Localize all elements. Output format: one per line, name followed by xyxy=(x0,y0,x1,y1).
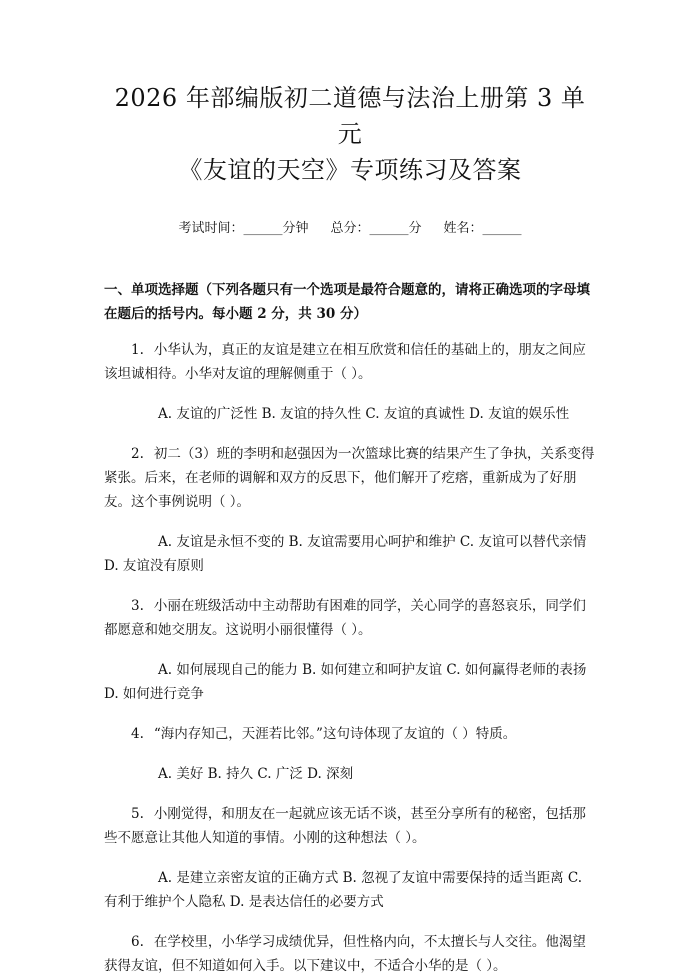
question-1 xyxy=(104,338,596,386)
question-2 xyxy=(104,442,596,514)
title-line-1: 2026 年部编版初二道德与法治上册第 3 单元 xyxy=(114,84,586,148)
question-number: 4. xyxy=(131,726,144,742)
question-number: 2. xyxy=(131,446,144,462)
student-name-field: 姓名：______ xyxy=(443,221,522,236)
question-number: 3. xyxy=(131,598,144,614)
question-3-options: A. 如何展现自己的能力 B. 如何建立和呵护友谊 C. 如何赢得老师的表扬 D. 如何进行竞争 xyxy=(104,662,587,702)
question-stem: 小刚觉得，和朋友在一起就应该无话不谈，甚至分享所有的秘密，包括那些不愿意让其他人知道的事情。小刚的这种想法（ ）。 xyxy=(104,806,586,846)
question-2-options: A. 友谊是永恒不变的 B. 友谊需要用心呵护和维护 C. 友谊可以替代亲情 D. 友谊没有原则 xyxy=(104,534,587,574)
question-number: 6. xyxy=(131,934,144,950)
total-score-field: 总分：______分 xyxy=(330,221,422,236)
question-stem: “海内存知己，天涯若比邻。”这句诗体现了友谊的（ ）特质。 xyxy=(153,726,517,742)
question-stem: 在学校里，小华学习成绩优异，但性格内向，不太擅长与人交往。他渴望获得友谊，但不知道如何入手。以下建议中，不适合小华的是（ ）。 xyxy=(104,934,586,974)
question-stem: 小丽在班级活动中主动帮助有困难的同学，关心同学的喜怒哀乐，同学们都愿意和她交朋友。这说明小丽很懂得（ ）。 xyxy=(104,598,586,638)
question-stem: 初二（3）班的李明和赵强因为一次篮球比赛的结果产生了争执，关系变得紧张。后来，在老师的调解和双方的反思下，他们解开了疙瘩，重新成为了好朋友。这个事例说明（ ）。 xyxy=(104,446,595,510)
question-4 xyxy=(104,722,596,746)
question-number: 5. xyxy=(131,806,144,822)
section-heading: 一、单项选择题（下列各题只有一个选项是最符合题意的，请将正确选项的字母填在题后的括号内。每小题 2 分，共 30 分） xyxy=(104,282,590,322)
question-number: 1. xyxy=(131,342,144,358)
question-4-options: A. 美好 B. 持久 C. 广泛 D. 深刻 xyxy=(158,766,354,782)
document-title xyxy=(104,80,596,188)
question-stem: 小华认为，真正的友谊是建立在相互欣赏和信任的基础上的，朋友之间应该坦诚相待。小华对友谊的理解侧重于（ ）。 xyxy=(104,342,586,382)
title-line-2: 《友谊的天空》专项练习及答案 xyxy=(178,156,522,184)
question-5 xyxy=(104,802,596,850)
question-6 xyxy=(104,930,596,978)
exam-meta xyxy=(104,220,596,238)
exam-time-field: 考试时间：______分钟 xyxy=(178,221,309,236)
question-1-options: A. 友谊的广泛性 B. 友谊的持久性 C. 友谊的真诚性 D. 友谊的娱乐性 xyxy=(158,406,570,422)
question-3 xyxy=(104,594,596,642)
question-5-options: A. 是建立亲密友谊的正确方式 B. 忽视了友谊中需要保持的适当距离 C. 有利于维护个人隐私 D. 是表达信任的必要方式 xyxy=(104,870,583,910)
